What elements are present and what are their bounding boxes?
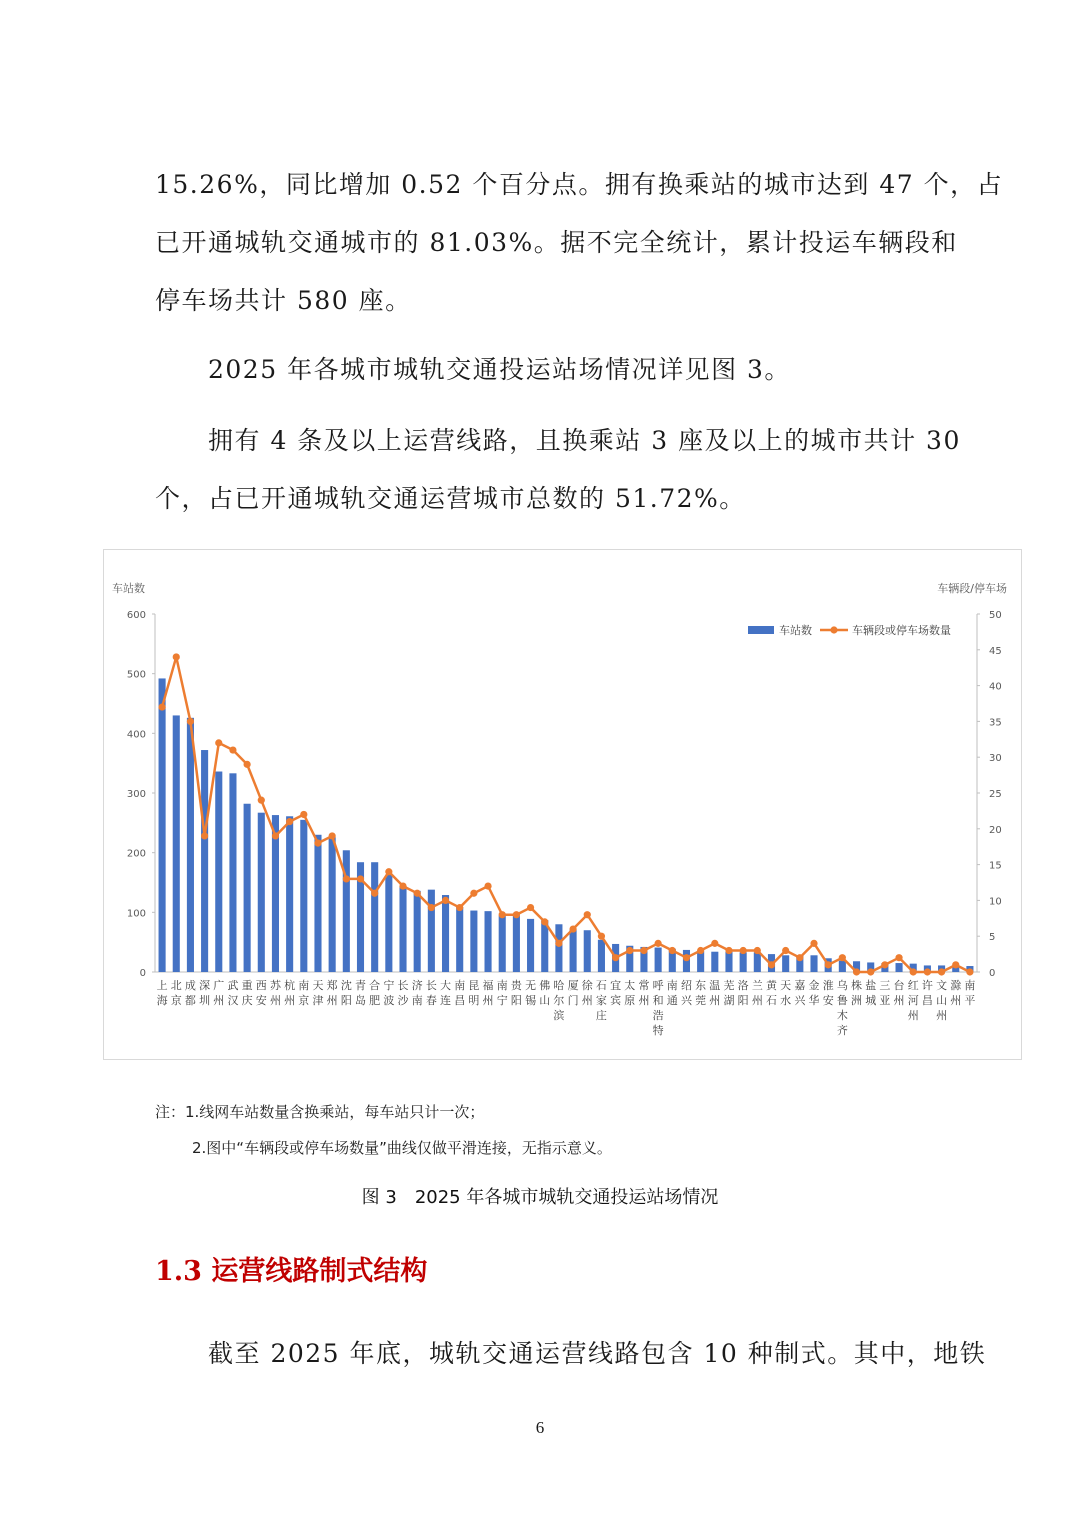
x-tick-label-南平: 南平 (964, 979, 976, 1007)
line-point-南通 (669, 947, 676, 954)
line-point-长沙 (399, 882, 406, 889)
y-left-tick-label: 300 (126, 789, 146, 800)
bar-无锡 (527, 919, 534, 972)
bar-西安 (258, 813, 265, 972)
x-tick-label-芜湖: 芜湖 (723, 979, 735, 1007)
x-tick-label-南京: 南京 (298, 979, 310, 1007)
x-tick-label-黄石: 黄石 (766, 979, 777, 1007)
bar-厦门 (570, 930, 577, 972)
line-point-南平 (966, 968, 973, 975)
line-point-西安 (258, 797, 265, 804)
y-left-tick-label: 0 (139, 968, 146, 979)
line-point-天津 (314, 840, 321, 847)
bar-温州 (711, 952, 718, 972)
bar-北京 (173, 715, 180, 972)
x-tick-label-金华: 金华 (808, 979, 820, 1007)
y-right-tick-label: 5 (989, 932, 996, 944)
x-tick-label-深圳: 深圳 (199, 979, 211, 1007)
x-tick-label-天津: 天津 (312, 979, 324, 1007)
line-point-台州 (895, 954, 902, 961)
line-point-上海 (158, 703, 165, 710)
line-point-天水 (782, 947, 789, 954)
bar-大连 (442, 895, 449, 972)
x-tick-label-上海: 上海 (156, 979, 168, 1007)
x-tick-label-贵阳: 贵阳 (510, 979, 522, 1007)
figure-note-1: 注：1.线网车站数量含换乘站，每车站只计一次； (155, 1103, 485, 1121)
bar-重庆 (244, 804, 251, 972)
x-tick-label-杭州: 杭州 (284, 979, 296, 1007)
x-tick-label-呼和浩特: 呼和浩特 (652, 979, 664, 1037)
x-tick-label-南通: 南通 (666, 979, 678, 1007)
line-point-徐州 (584, 911, 591, 918)
x-tick-label-滁州: 滁州 (950, 979, 962, 1007)
x-tick-label-台州: 台州 (893, 979, 905, 1007)
x-tick-label-无锡: 无锡 (525, 979, 537, 1007)
line-point-温州 (711, 940, 718, 947)
y-right-tick-label: 10 (989, 896, 1002, 908)
y-right-tick-label: 30 (989, 753, 1002, 765)
bar-呼和浩特 (655, 948, 662, 972)
y-right-tick-label: 35 (989, 717, 1002, 729)
bar-南宁 (499, 915, 506, 972)
line-point-金华 (810, 940, 817, 947)
paragraph-1-line-3: 停车场共计 580 座。 (155, 286, 412, 315)
line-point-苏州 (272, 832, 279, 839)
x-tick-label-兰州: 兰州 (751, 979, 763, 1007)
x-tick-label-宁波: 宁波 (383, 979, 395, 1007)
x-tick-label-苏州: 苏州 (269, 979, 281, 1007)
line-point-南昌 (456, 904, 463, 911)
line-point-无锡 (527, 904, 534, 911)
line-point-三亚 (881, 961, 888, 968)
bar-天水 (782, 955, 789, 972)
line-point-文山州 (938, 968, 945, 975)
line-point-长春 (428, 904, 435, 911)
x-tick-label-太原: 太原 (624, 979, 636, 1007)
line-point-昆明 (470, 890, 477, 897)
legend-swatch-line-marker (830, 626, 837, 633)
line-point-重庆 (244, 761, 251, 768)
bar-石家庄 (598, 940, 605, 972)
line-point-杭州 (286, 818, 293, 825)
paragraph-1-line-2: 已开通城轨交通城市的 81.03%。据不完全统计，累计投运车辆段和 (155, 228, 958, 257)
x-tick-label-佛山: 佛山 (539, 979, 551, 1007)
line-point-深圳 (201, 832, 208, 839)
line-point-北京 (173, 653, 180, 660)
x-tick-label-东莞: 东莞 (695, 979, 707, 1007)
bar-合肥 (371, 862, 378, 972)
bar-南昌 (456, 907, 463, 972)
line-point-青岛 (357, 875, 364, 882)
x-tick-label-株洲: 株洲 (851, 979, 863, 1007)
legend-swatch-bars (748, 626, 774, 634)
bar-成都 (187, 718, 194, 972)
y-axis-left-title: 车站数 (112, 582, 145, 595)
bar-济南 (414, 891, 421, 972)
y-right-tick-label: 0 (989, 968, 996, 979)
bar-南京 (300, 820, 307, 972)
bar-宁波 (385, 875, 392, 972)
line-point-沈阳 (343, 875, 350, 882)
line-point-佛山 (541, 918, 548, 925)
bar-广州 (215, 772, 222, 972)
line-point-株洲 (853, 968, 860, 975)
y-right-tick-label: 25 (989, 789, 1002, 800)
line-point-滁州 (952, 961, 959, 968)
x-tick-label-广州: 广州 (213, 979, 225, 1007)
line-point-郑州 (329, 832, 336, 839)
x-tick-label-南昌: 南昌 (454, 979, 466, 1007)
line-point-红河州 (910, 968, 917, 975)
x-tick-label-三亚: 三亚 (879, 979, 891, 1007)
x-tick-label-昆明: 昆明 (468, 979, 480, 1007)
paragraph-3-line-2: 个，占已开通城轨交通运营城市总数的 51.72%。 (155, 484, 746, 513)
page-number: 6 (535, 1418, 545, 1437)
y-left-tick-label: 600 (126, 610, 146, 621)
bar-上海 (159, 678, 166, 972)
line-point-武汉 (229, 746, 236, 753)
line-point-淮安 (825, 961, 832, 968)
x-tick-label-西安: 西安 (255, 979, 267, 1007)
line-point-绍兴 (683, 954, 690, 961)
x-tick-label-乌鲁木齐: 乌鲁木齐 (836, 979, 848, 1037)
x-tick-label-绍兴: 绍兴 (680, 979, 692, 1007)
bar-武汉 (229, 773, 236, 972)
x-tick-label-重庆: 重庆 (241, 979, 253, 1007)
x-tick-label-武汉: 武汉 (227, 979, 239, 1007)
legend-label-bars: 车站数 (779, 624, 812, 637)
line-point-南宁 (499, 911, 506, 918)
x-tick-label-郑州: 郑州 (326, 979, 338, 1007)
line-point-呼和浩特 (655, 940, 662, 947)
x-tick-label-青岛: 青岛 (355, 979, 366, 1007)
paragraph-4: 截至 2025 年底，城轨交通运营线路包含 10 种制式。其中，地铁 (208, 1339, 987, 1368)
y-left-tick-label: 200 (126, 848, 146, 860)
y-left-tick-label: 400 (126, 729, 146, 741)
x-tick-label-济南: 济南 (411, 979, 423, 1007)
x-tick-label-许昌: 许昌 (921, 979, 933, 1007)
line-point-常州 (640, 947, 647, 954)
x-tick-label-福州: 福州 (482, 979, 494, 1007)
x-tick-label-盐城: 盐城 (865, 979, 877, 1007)
line-point-贵阳 (513, 911, 520, 918)
y-left-tick-label: 500 (126, 669, 146, 681)
y-left-tick-label: 100 (126, 908, 146, 920)
x-tick-label-长沙: 长沙 (397, 979, 409, 1007)
line-point-南京 (300, 811, 307, 818)
line-point-厦门 (569, 925, 576, 932)
figure-note-2: 2.图中“车辆段或停车场数量”曲线仅做平滑连接，无指示意义。 (192, 1139, 612, 1157)
bar-兰州 (754, 952, 761, 972)
line-point-芜湖 (725, 947, 732, 954)
legend-label-line: 车辆段或停车场数量 (852, 624, 951, 637)
x-tick-label-北京: 北京 (170, 979, 182, 1007)
y-right-tick-label: 15 (989, 860, 1002, 872)
line-point-黄石 (768, 961, 775, 968)
x-tick-label-天水: 天水 (780, 979, 792, 1007)
bar-杭州 (286, 816, 293, 972)
section-heading: 1.3 运营线路制式结构 (155, 1256, 428, 1287)
figure-caption: 图 3 2025 年各城市城轨交通投运站场情况 (361, 1187, 719, 1208)
bar-徐州 (584, 930, 591, 972)
bar-哈尔滨 (555, 924, 562, 972)
bar-东莞 (697, 951, 704, 972)
x-tick-label-宜宾: 宜宾 (610, 979, 622, 1007)
y-right-tick-label: 20 (989, 824, 1002, 836)
x-tick-label-哈尔滨: 哈尔滨 (553, 979, 565, 1022)
x-tick-label-沈阳: 沈阳 (340, 979, 352, 1007)
line-point-大连 (442, 897, 449, 904)
x-tick-label-常州: 常州 (638, 979, 650, 1007)
x-tick-label-南宁: 南宁 (496, 979, 508, 1007)
x-tick-label-红河州: 红河州 (907, 979, 919, 1022)
x-tick-label-石家庄: 石家庄 (595, 979, 607, 1022)
bar-台州 (896, 963, 903, 972)
bar-乌鲁木齐 (839, 961, 846, 972)
x-tick-label-大连: 大连 (440, 979, 452, 1007)
x-tick-label-厦门: 厦门 (567, 979, 579, 1007)
x-tick-label-淮安: 淮安 (822, 979, 834, 1007)
bar-昆明 (470, 911, 477, 972)
line-point-东莞 (697, 947, 704, 954)
line-point-盐城 (867, 968, 874, 975)
figure-chart (103, 549, 1022, 1060)
line-point-福州 (484, 882, 491, 889)
line-point-成都 (187, 718, 194, 725)
bar-深圳 (201, 750, 208, 972)
x-tick-label-长春: 长春 (425, 979, 437, 1007)
line-point-哈尔滨 (555, 940, 562, 947)
paragraph-1-line-1: 15.26%，同比增加 0.52 个百分点。拥有换乘站的城市达到 47 个，占 (155, 170, 1004, 199)
y-right-tick-label: 50 (989, 610, 1002, 621)
x-tick-label-洛阳: 洛阳 (737, 979, 749, 1007)
line-point-石家庄 (598, 933, 605, 940)
line-point-太原 (626, 947, 633, 954)
x-tick-label-嘉兴: 嘉兴 (794, 979, 806, 1007)
y-axis-right-title: 车辆段/停车场 (937, 582, 1007, 595)
combo-chart (104, 550, 1023, 1061)
bar-贵阳 (513, 915, 520, 972)
line-point-许昌 (924, 968, 931, 975)
x-tick-label-徐州: 徐州 (581, 979, 593, 1007)
line-point-宁波 (385, 868, 392, 875)
line-point-洛阳 (740, 947, 747, 954)
x-tick-label-文山州: 文山州 (936, 979, 948, 1022)
bar-长沙 (399, 886, 406, 972)
x-tick-label-温州: 温州 (709, 979, 721, 1007)
bar-芜湖 (725, 952, 732, 972)
bar-郑州 (329, 837, 336, 972)
line-point-合肥 (371, 890, 378, 897)
paragraph-3-line-1: 拥有 4 条及以上运营线路，且换乘站 3 座及以上的城市共计 30 (208, 426, 961, 455)
bar-洛阳 (740, 952, 747, 972)
x-tick-label-成都: 成都 (184, 979, 196, 1007)
y-right-tick-label: 40 (989, 681, 1002, 693)
paragraph-2: 2025 年各城市城轨交通投运站场情况详见图 3。 (208, 355, 791, 384)
line-point-宜宾 (612, 954, 619, 961)
line-point-兰州 (754, 947, 761, 954)
line-point-嘉兴 (796, 954, 803, 961)
line-point-广州 (215, 739, 222, 746)
line-series-depots (162, 657, 970, 972)
x-tick-label-合肥: 合肥 (369, 979, 381, 1007)
bar-长春 (428, 890, 435, 972)
bar-福州 (485, 911, 492, 972)
line-point-乌鲁木齐 (839, 954, 846, 961)
bar-金华 (810, 955, 817, 972)
bar-天津 (314, 835, 321, 972)
line-point-济南 (414, 890, 421, 897)
y-right-tick-label: 45 (989, 645, 1002, 657)
